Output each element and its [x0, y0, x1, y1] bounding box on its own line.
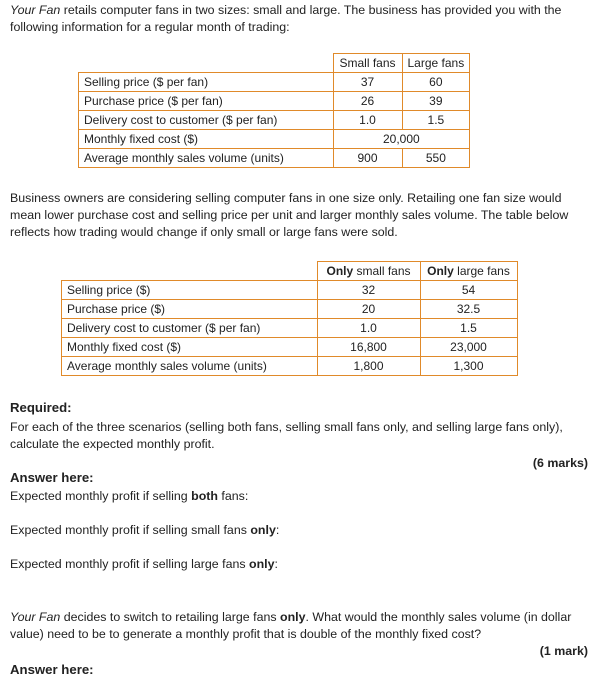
table-row [62, 300, 518, 319]
row-label: Delivery cost to customer ($ per fan) [79, 111, 334, 130]
table-row [79, 130, 470, 149]
table-row [62, 281, 518, 300]
row-label: Selling price ($ per fan) [79, 73, 334, 92]
table-row [79, 111, 470, 130]
row-label: Purchase price ($) [62, 300, 318, 319]
cell-small: 32 [317, 281, 420, 300]
cell-large: 1.5 [420, 319, 517, 338]
cell-small: 1.0 [333, 111, 402, 130]
cell-small: 37 [333, 73, 402, 92]
answer-heading: Answer here: [10, 470, 94, 485]
intro-text: retails computer fans in two sizes: small and large. The business has provided you with the following information for a regular month of trading: [10, 3, 562, 34]
header-large-fans: Large fans [402, 54, 470, 73]
question2-paragraph: Your Fan decides to switch to retailing large fans only. What would the monthly sales volume (in dollar value) need to be to generate a monthly profit that is double of the monthly fixed cost? [10, 610, 572, 641]
cell-large: 32.5 [420, 300, 517, 319]
table-header-row [62, 262, 518, 281]
answer-line-small: Expected monthly profit if selling small fans only: [10, 523, 280, 537]
marks-question2: (1 mark) [539, 644, 588, 658]
cell-large: 60 [402, 73, 470, 92]
header-only-large: Only large fans [420, 262, 517, 281]
cell-small: 16,800 [317, 338, 420, 357]
answer-line-large: Expected monthly profit if selling large fans only: [10, 557, 278, 571]
cell-large: 1,300 [420, 357, 517, 376]
row-label: Purchase price ($ per fan) [79, 92, 334, 111]
table-row [62, 357, 518, 376]
table-row [62, 338, 518, 357]
row-label: Delivery cost to customer ($ per fan) [62, 319, 318, 338]
header-only-small: Only small fans [317, 262, 420, 281]
table-row [62, 319, 518, 338]
brand-name: Your Fan [10, 3, 61, 17]
cell-large: 54 [420, 281, 517, 300]
table-row [79, 73, 470, 92]
cell-fixed-cost-shared: 20,000 [333, 130, 470, 149]
row-label: Average monthly sales volume (units) [79, 149, 334, 168]
cell-large: 1.5 [402, 111, 470, 130]
intro-paragraph [10, 2, 588, 36]
cell-small: 1,800 [317, 357, 420, 376]
cell-small: 26 [333, 92, 402, 111]
cell-large: 23,000 [420, 338, 517, 357]
required-text: For each of the three scenarios (selling both fans, selling small fans only, and selling large fans only), calculate the expected monthly profit. [10, 420, 563, 451]
middle-paragraph: Business owners are considering selling computer fans in one size only. Retailing one fan size would mean lower purchase cost and selling price per unit and larger monthly sales volume. The table below reflects how trading would change if only small or large fans were sold. [10, 191, 569, 239]
required-heading: Required: [10, 400, 72, 415]
cell-small: 20 [317, 300, 420, 319]
cell-small: 900 [333, 149, 402, 168]
answer-heading-2: Answer here: [10, 662, 94, 677]
table-row [79, 149, 470, 168]
row-label: Average monthly sales volume (units) [62, 357, 318, 376]
answer-line-both: Expected monthly profit if selling both fans: [10, 489, 249, 503]
marks-required: (6 marks) [532, 456, 588, 470]
table-row [79, 92, 470, 111]
table-header-row [79, 54, 470, 73]
cell-large: 550 [402, 149, 470, 168]
table-single-size [61, 261, 518, 376]
row-label: Monthly fixed cost ($) [79, 130, 334, 149]
row-label: Monthly fixed cost ($) [62, 338, 318, 357]
row-label: Selling price ($) [62, 281, 318, 300]
table-both-sizes [78, 53, 470, 168]
header-small-fans: Small fans [333, 54, 402, 73]
cell-large: 39 [402, 92, 470, 111]
cell-small: 1.0 [317, 319, 420, 338]
